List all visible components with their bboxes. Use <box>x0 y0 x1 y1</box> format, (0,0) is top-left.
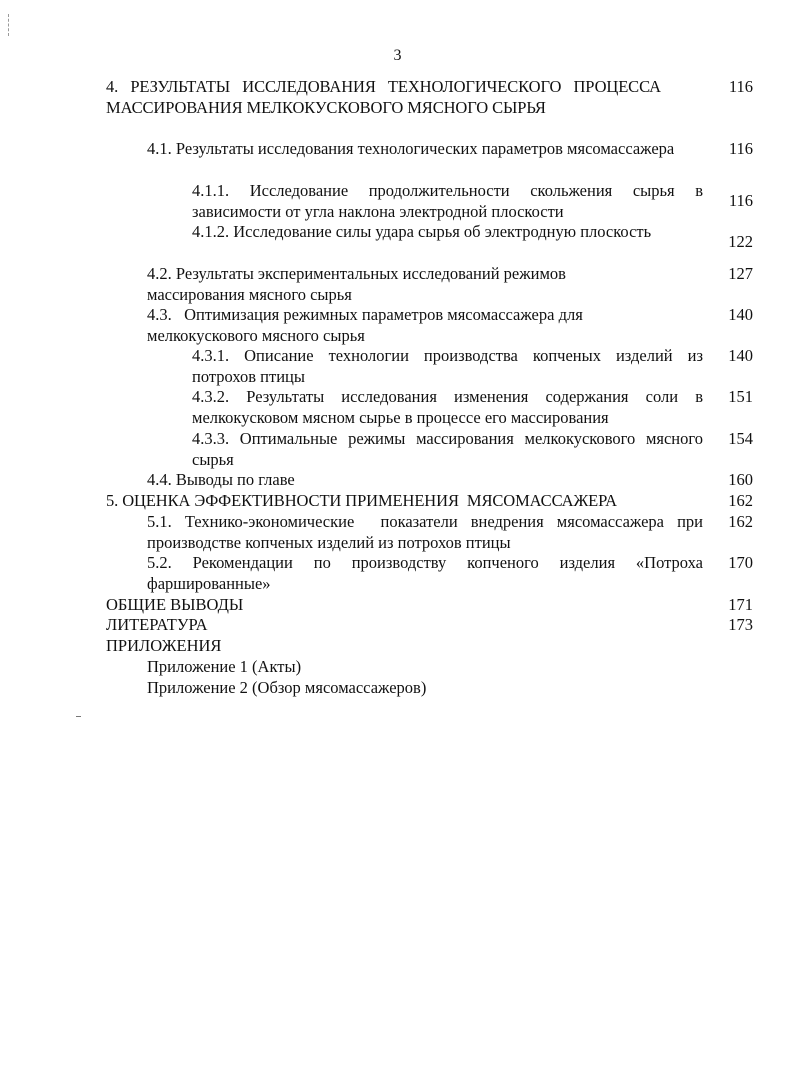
scan-mark <box>8 14 10 36</box>
toc-entry-page: 151 <box>728 387 753 406</box>
toc-entry-page: 160 <box>728 470 753 489</box>
scan-mark <box>76 716 81 717</box>
toc-entry-text: 4.1.2. Исследование силы удара сырья об электродную плоскость <box>192 222 652 241</box>
toc-entry-page: 173 <box>728 615 753 634</box>
toc-entry-4-3-2[interactable] <box>0 386 795 428</box>
toc-entry-page: 116 <box>728 77 753 96</box>
toc-entry-page: 127 <box>728 264 753 283</box>
toc-entry-text: ОБЩИЕ ВЫВОДЫ <box>106 595 244 614</box>
toc-entry-ch4[interactable] <box>0 76 795 139</box>
page-number: 3 <box>393 47 402 64</box>
toc-entry-text: ЛИТЕРАТУРА <box>106 615 208 634</box>
toc-entry-page: 122 <box>728 232 753 251</box>
toc-entry-text: ПРИЛОЖЕНИЯ <box>106 636 222 655</box>
toc-entry-text: 5. ОЦЕНКА ЭФФЕКТИВНОСТИ ПРИМЕНЕНИЯ МЯСОМАССАЖЕРА <box>106 491 617 510</box>
toc-entry-text: 4.3. Оптимизация режимных параметров мясомассажера для мелкокускового мясного сырья <box>147 305 587 345</box>
toc-entry-4-3-1[interactable] <box>0 345 795 387</box>
toc-entry-appendix-2[interactable] <box>0 677 795 698</box>
toc-entry-appendices[interactable] <box>0 635 795 656</box>
toc-entry-page: 170 <box>728 553 753 572</box>
toc-entry-page: 154 <box>728 429 753 448</box>
toc-entry-4-1-2[interactable] <box>0 221 795 263</box>
toc-entry-page: 162 <box>728 491 753 510</box>
toc-entry-page: 116 <box>728 191 753 210</box>
toc-entry-4-3[interactable] <box>0 304 795 346</box>
toc-entry-page: 171 <box>728 595 753 614</box>
toc-entry-text: Приложение 1 (Акты) <box>147 657 302 676</box>
toc-entry-page: 162 <box>728 512 753 531</box>
toc-entry-page: 140 <box>728 346 753 365</box>
toc-entry-5-1[interactable] <box>0 511 795 553</box>
toc-entry-text: 4.3.3. Оптимальные режимы массирования мелкокускового мясного сырья <box>192 429 703 469</box>
toc-entry-4-1-1[interactable] <box>0 180 795 222</box>
toc-entry-ch5[interactable] <box>0 490 795 511</box>
toc-entry-text: Приложение 2 (Обзор мясомассажеров) <box>147 678 427 697</box>
toc-entry-text: 5.1. Технико-экономические показатели внедрения мясомассажера при производстве копченых изделий из потрохов птицы <box>147 512 708 552</box>
toc-entry-text: 4.1.1. Исследование продолжительности скольжения сырья в зависимости от угла наклона электродной плоскости <box>192 181 703 221</box>
toc-entry-4-4[interactable] <box>0 469 795 490</box>
toc-entry-text: 4.2. Результаты экспериментальных исследований режимов массирования мясного сырья <box>147 264 566 304</box>
toc-entry-literature[interactable] <box>0 614 795 635</box>
toc-entry-text: 4.3.1. Описание технологии производства копченых изделий из потрохов птицы <box>192 346 703 386</box>
toc-entry-appendix-1[interactable] <box>0 656 795 677</box>
toc-entry-page: 140 <box>728 305 753 324</box>
toc-entry-text: 4.3.2. Результаты исследования изменения содержания соли в мелкокусковом мясном сырье в процессе его массирования <box>192 387 703 427</box>
toc-entry-text: 5.2. Рекомендации по производству копченого изделия «Потроха фаршированные» <box>147 553 703 593</box>
toc-entry-conclusions[interactable] <box>0 594 795 615</box>
toc-entry-4-2[interactable] <box>0 263 795 305</box>
toc-entry-4-3-3[interactable] <box>0 428 795 470</box>
toc-entry-5-2[interactable] <box>0 552 795 594</box>
toc-entry-text: 4.1. Результаты исследования технологических параметров мясомассажера <box>147 139 675 158</box>
toc-entry-page: 116 <box>728 139 753 158</box>
toc-entry-text: 4. РЕЗУЛЬТАТЫ ИССЛЕДОВАНИЯ ТЕХНОЛОГИЧЕСКОГО ПРОЦЕССА МАССИРОВАНИЯ МЕЛКОКУСКОВОГО МЯСНОГО СЫРЬЯ <box>106 77 661 117</box>
toc-entry-4-1[interactable] <box>0 138 795 180</box>
toc-entry-text: 4.4. Выводы по главе <box>147 470 295 489</box>
